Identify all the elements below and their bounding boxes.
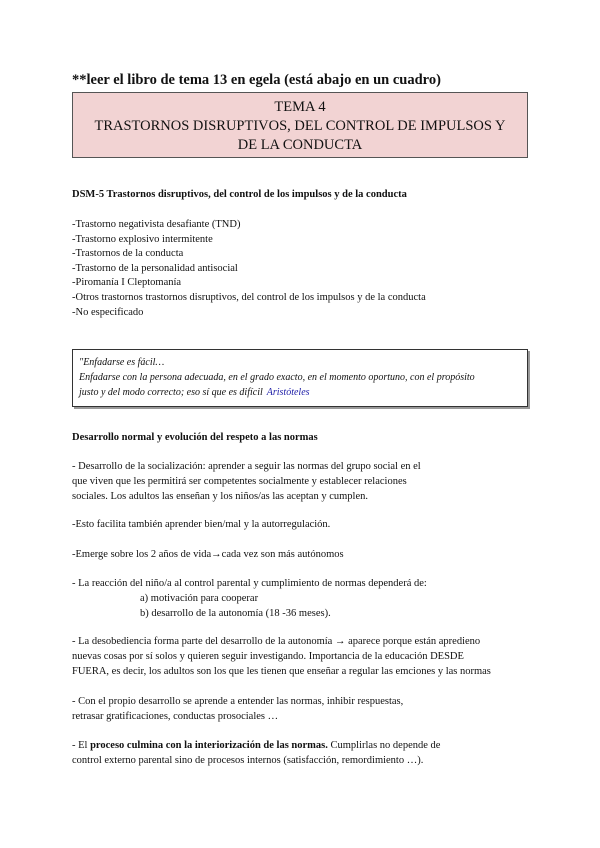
p7-prefix: - El	[72, 740, 91, 751]
sub-item-a: a) motivación para cooperar	[140, 593, 259, 604]
paragraph-line: - Desarrollo de la socialización: aprender a seguir las normas del grupo social en el	[72, 461, 421, 472]
list-item: -Trastornos de la conducta	[72, 248, 184, 260]
paragraph-line: FUERA, es decir, los adultos son los que les tienen que enseñar a regular las emciones y las normas	[72, 666, 491, 677]
list-item: -Otros trastornos trastornos disruptivos, del control de los impulsos y de la conducta	[72, 291, 426, 303]
title-box	[72, 92, 528, 158]
paragraph-emerge	[72, 547, 344, 562]
paragraph-reaccion	[72, 576, 427, 621]
paragraph-line: - La desobediencia forma parte del desarrollo de la autonomía → aparece porque están apredieno	[72, 636, 481, 647]
top-note: **leer el libro de tema 13 en egela (está abajo en un cuadro)	[72, 72, 441, 88]
paragraph-desarrollo	[72, 694, 403, 724]
paragraph-line: -Emerge sobre los 2 años de vida→cada vez son más autónomos	[72, 549, 344, 560]
paragraph-line: - Con el propio desarrollo se aprende a entender las normas, inhibir respuestas,	[72, 696, 404, 707]
paragraph-interiorizacion	[72, 738, 440, 768]
disorder-list	[72, 218, 426, 320]
section-heading: Desarrollo normal y evolución del respeto a las normas	[72, 432, 318, 443]
quote-box	[72, 349, 528, 407]
paragraph-line: control externo parental sino de procesos internos (satisfacción, remordimiento …).	[72, 755, 424, 766]
paragraph-socializacion	[72, 459, 421, 504]
dsm-heading: DSM-5 Trastornos disruptivos, del control de los impulsos y de la conducta	[72, 189, 407, 200]
quote-line-2: Enfadarse con la persona adecuada, en el grado exacto, en el momento oportuno, con el propósito	[79, 372, 475, 383]
paragraph-line	[72, 738, 440, 753]
sub-item-b: b) desarrollo de la autonomía (18 -36 meses).	[140, 608, 331, 619]
paragraph-line: retrasar gratificaciones, conductas prosociales …	[72, 711, 279, 722]
list-item: -Trastorno negativista desafiante (TND)	[72, 219, 241, 230]
quote-author: Aristóteles	[266, 387, 310, 398]
p7-rest: Cumplirlas no depende de	[327, 740, 441, 751]
title-line-2: TRASTORNOS DISRUPTIVOS, DEL CONTROL DE IMPULSOS Y	[94, 118, 506, 134]
list-item: -Trastorno de la personalidad antisocial	[72, 262, 238, 274]
paragraph-line: sociales. Los adultos las enseñan y los niños/as las aceptan y cumplen.	[72, 491, 368, 502]
list-item: -Piromanía I Cleptomanía	[72, 277, 182, 289]
title-line-1: TEMA 4	[274, 99, 326, 115]
paragraph-line: nuevas cosas por sí solos y quieren seguir investigando. Importancia de la educación DESDE	[72, 651, 464, 662]
title-line-3: DE LA CONDUCTA	[237, 137, 363, 153]
paragraph-line: - La reacción del niño/a al control parental y cumplimiento de normas dependerá de:	[72, 578, 427, 589]
quote-line-3-text: justo y del modo correcto; eso sí que es difícil	[79, 387, 263, 398]
p7-bold: proceso culmina con la interiorización de las normas.	[90, 740, 328, 751]
quote-line-3	[79, 385, 521, 400]
list-item: -No especificado	[72, 306, 144, 318]
paragraph-line: -Esto facilita también aprender bien/mal y la autorregulación.	[72, 519, 331, 530]
list-item: -Trastorno explosivo intermitente	[72, 233, 213, 245]
paragraph-autorregulacion	[72, 517, 330, 532]
paragraph-line: que viven que les permitirá ser competentes socialmente y establecer relaciones	[72, 476, 407, 487]
quote-line-1: "Enfadarse es fácil…	[79, 357, 165, 368]
paragraph-desobediencia	[72, 634, 491, 679]
